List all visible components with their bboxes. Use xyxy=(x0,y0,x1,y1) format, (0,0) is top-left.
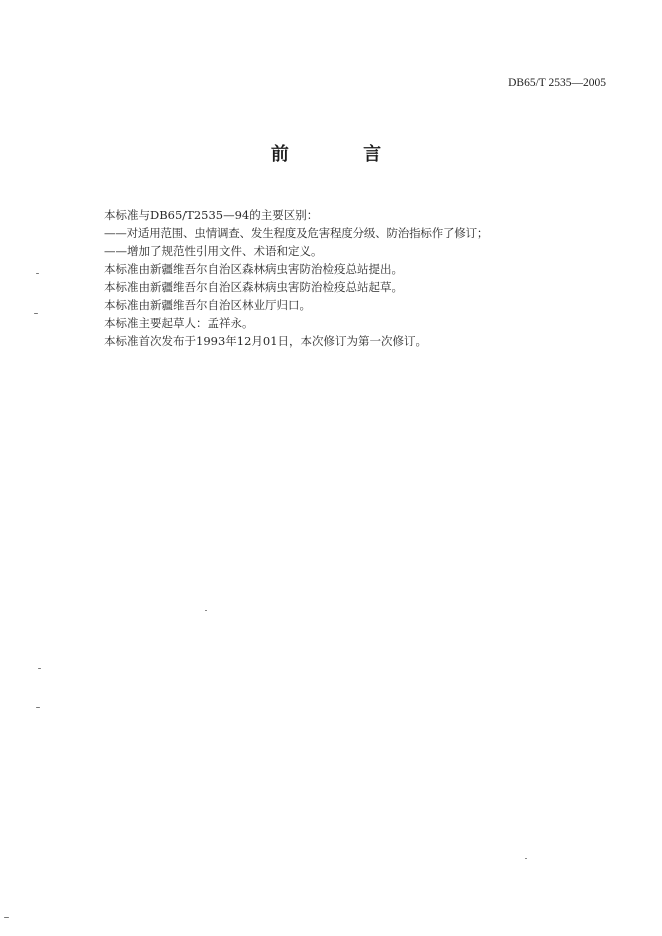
scan-speck xyxy=(525,858,527,859)
scan-speck xyxy=(205,610,207,611)
document-body xyxy=(104,206,534,350)
page-title: 前 言 xyxy=(270,144,416,165)
text-line: ——对适用范围、虫情调查、发生程度及危害程度分级、防治指标作了修订； xyxy=(104,226,489,240)
scan-speck xyxy=(34,313,38,314)
scan-speck xyxy=(4,917,9,918)
scan-speck xyxy=(38,668,41,669)
text-line: 本标准与DB65/T2535—94的主要区别： xyxy=(104,208,319,222)
text-line: 本标准主要起草人：孟祥永。 xyxy=(104,316,254,330)
text-line: 本标准由新疆维吾尔自治区森林病虫害防治检疫总站起草。 xyxy=(104,280,403,294)
scan-speck xyxy=(36,273,39,274)
scan-speck xyxy=(36,707,40,708)
text-line: 本标准首次发布于1993年12月01日，本次修订为第一次修订。 xyxy=(104,334,428,348)
text-line: 本标准由新疆维吾尔自治区森林病虫害防治检疫总站提出。 xyxy=(104,262,403,276)
text-line: ——增加了规范性引用文件、术语和定义。 xyxy=(104,244,323,258)
text-line: 本标准由新疆维吾尔自治区林业厅归口。 xyxy=(104,298,311,312)
standard-code: DB65/T 2535—2005 xyxy=(508,77,606,89)
